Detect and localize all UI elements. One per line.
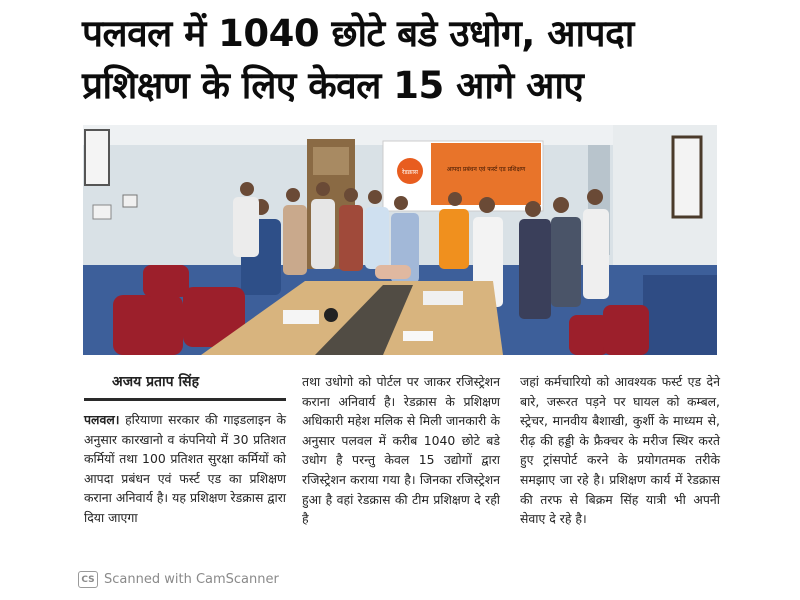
headline-line-2: प्रशिक्षण के लिए केवल 15 आगे आए — [82, 64, 584, 107]
scanner-watermark — [78, 571, 279, 588]
training-session-photo — [83, 125, 717, 355]
article-column-2 — [302, 372, 500, 529]
headline — [82, 8, 742, 112]
article-text-2: तथा उधोगो को पोर्टल पर जाकर रजिस्ट्रेशन कराना अनिवार्य है। रेडक्रास के प्रशिक्षण अधिकारी महेश मलिक से मिली जानकारी के अनुसार पलवल में करीब 1040 छोटे बडे उधोग है परन्तु केवल 15 उद्योगों द्वारा रजिस्ट्रेशन कराया गया है। जिनका रजिस्ट्रेशन हुआ है वहां रेडक्रास की टीम प्रशिक्षण दे रही है — [302, 374, 500, 527]
byline: अजय प्रताप सिंह — [112, 374, 199, 390]
article-column-1 — [84, 410, 286, 528]
byline-rule — [84, 398, 286, 401]
headline-line-1: पलवल में 1040 छोटे बडे उधोग, आपदा — [82, 12, 634, 55]
article-column-3 — [520, 372, 720, 529]
scanner-watermark-text: Scanned with CamScanner — [104, 572, 279, 587]
dateline: पलवल। — [84, 412, 120, 427]
news-photo — [83, 125, 717, 355]
article-text-1: हरियाणा सरकार की गाइडलाइन के अनुसार कारखानो व कंपनियो में 30 प्रतिशत कर्मियों तथा 100 प्रतिशत सुरक्षा कर्मियों को आपदा प्रबंधन एवं फर्स्ट एड का प्रशिक्षण कराना अनिवार्य है। यह प्रशिक्षण रेडक्रास द्वारा दिया जाएगा — [84, 412, 286, 525]
camscanner-logo-icon: CS — [78, 571, 98, 588]
svg-text:आपदा प्रबंधन एवं फर्स्ट एड प्र: आपदा प्रबंधन एवं फर्स्ट एड प्रशिक्षण — [446, 166, 526, 173]
svg-text:रेडक्रास: रेडक्रास — [402, 169, 418, 176]
article-text-3: जहां कर्मचारियो को आवश्यक फर्स्ट एड देने बारे, जरूरत पड़ने पर घायल को कम्बल, स्ट्रेचर, मानवीय बैशाखी, कुर्शी के माध्यम से, रीढ़ की हड्डी के फ्रैक्चर के मरीज स्थिर करते हुए ट्रांसपोर्ट करने के प्रयोगतमक तरीके समझाए जा रहे है। प्रशिक्षण कार्य में रेडक्रास की तरफ से बिक्रम सिंह यात्री भी अपनी सेवाए दे रहे है। — [520, 374, 720, 527]
